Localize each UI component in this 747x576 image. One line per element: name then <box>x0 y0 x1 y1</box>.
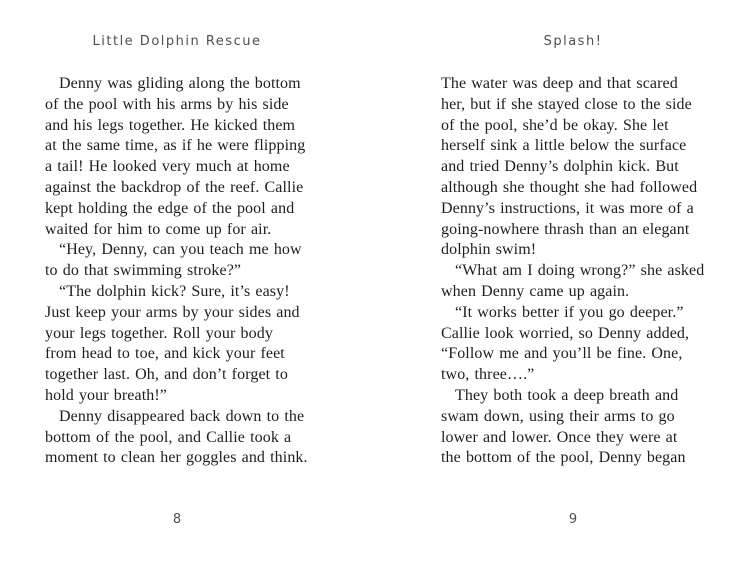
text-line: against the backdrop of the reef. Callie <box>45 178 304 196</box>
text-line: Just keep your arms by your sides and <box>45 303 300 321</box>
text-line: Denny was gliding along the bottom <box>59 75 301 92</box>
text-line: and his legs together. He kicked them <box>45 116 296 134</box>
text-line: your legs together. Roll your body <box>45 324 273 342</box>
text-line: The water was deep and that scared <box>441 75 678 92</box>
text-line: “It works better if you go deeper.” <box>455 303 684 321</box>
text-line: “What am I doing wrong?” she asked <box>455 262 705 280</box>
left-page <box>45 0 309 576</box>
text-line: the bottom of the pool, Denny began <box>441 449 686 467</box>
text-line: swam down, using their arms to go <box>441 407 675 425</box>
text-line: at the same time, as if he were flipping <box>45 137 306 155</box>
text-line: “The dolphin kick? Sure, it’s easy! <box>59 282 290 300</box>
text-line: kept holding the edge of the pool and <box>45 199 295 217</box>
text-line: to do that swimming stroke?” <box>45 262 242 280</box>
text-line: “Hey, Denny, can you teach me how <box>59 241 302 259</box>
right-page <box>441 0 705 576</box>
text-line: waited for him to come up for air. <box>45 220 272 238</box>
text-line: her, but if she stayed close to the side <box>441 95 692 113</box>
text-line: of the pool, she’d be okay. She let <box>441 116 669 134</box>
text-line: hold your breath!” <box>45 386 167 404</box>
text-line: two, three….” <box>441 366 535 384</box>
running-head-book-title: Little Dolphin Rescue <box>92 34 262 49</box>
text-line: lower and lower. Once they were at <box>441 428 678 446</box>
text-line: herself sink a little below the surface <box>441 137 687 155</box>
right-page-body <box>441 74 705 469</box>
text-line: Callie look worried, so Denny added, <box>441 324 690 342</box>
running-head-chapter-title: Splash! <box>543 34 603 49</box>
text-line: dolphin swim! <box>441 241 537 259</box>
left-page-body <box>45 74 309 469</box>
text-line: going-nowhere thrash than an elegant <box>441 220 690 238</box>
text-line: Denny’s instructions, it was more of a <box>441 199 694 217</box>
text-line: “Follow me and you’ll be fine. One, <box>441 345 683 363</box>
text-line: bottom of the pool, and Callie took a <box>45 428 292 446</box>
left-page-number: 8 <box>172 512 182 527</box>
text-line: of the pool with his arms by his side <box>45 95 289 113</box>
text-line: a tail! He looked very much at home <box>45 158 290 176</box>
text-line: They both took a deep breath and <box>455 386 679 404</box>
text-line: moment to clean her goggles and think. <box>45 449 308 467</box>
text-line: when Denny came up again. <box>441 282 630 300</box>
text-line: Denny disappeared back down to the <box>59 407 305 425</box>
text-line: and tried Denny’s dolphin kick. But <box>441 158 679 176</box>
right-page-number: 9 <box>568 512 578 527</box>
text-line: although she thought she had followed <box>441 178 698 196</box>
text-line: from head to toe, and kick your feet <box>45 345 285 363</box>
text-line: together last. Oh, and don’t forget to <box>45 366 288 384</box>
